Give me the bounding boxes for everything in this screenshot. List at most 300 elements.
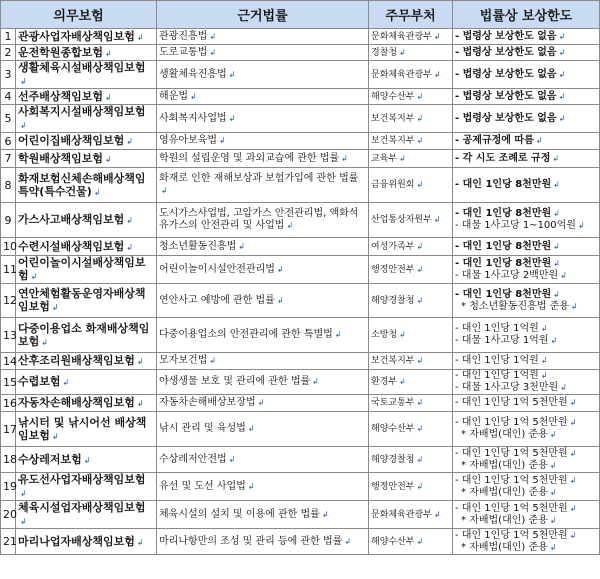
basis-law-text: 학원의 설립운영 및 과외교습에 관한 법률 (159, 152, 340, 164)
return-mark-icon: ↲ (558, 69, 566, 79)
return-mark-icon: ↲ (569, 475, 577, 485)
basis-law-text: 해운법 (159, 90, 188, 102)
return-mark-icon: ↲ (238, 241, 245, 251)
row-number-text: 7 (4, 152, 12, 165)
ministry (369, 447, 453, 473)
basis-law (157, 501, 369, 529)
compensation-line (455, 417, 597, 429)
compensation-line-text: - 대물 1사고당 3천만원 (455, 382, 559, 393)
ministry-text: 문화체육관광부 (371, 31, 432, 42)
insurance-name (16, 89, 157, 105)
insurance-name-text: 사회복지시설배상책임보험 (18, 105, 146, 118)
compensation-line (455, 258, 597, 270)
row-number-text: 10 (3, 240, 17, 253)
compensation-line-text: * 자배법(대인) 준용 (461, 429, 548, 440)
row-number (1, 473, 16, 501)
insurance-name-text: 화재보험신체손해배상책임특약(특수건물) (18, 171, 146, 198)
return-mark-icon: ↲ (433, 31, 441, 41)
compensation-line (455, 208, 597, 220)
insurance-name-text: 어린이집배상책임보험 (18, 134, 125, 147)
return-mark-icon: ↲ (416, 424, 424, 433)
compensation-line (455, 91, 597, 103)
return-mark-icon: ↲ (136, 32, 144, 42)
return-mark-icon: ↲ (549, 430, 557, 439)
return-mark-icon: ↲ (549, 460, 557, 470)
ministry-text: 해양수산부 (371, 91, 415, 102)
ministry (369, 473, 453, 501)
basis-law-text: 생활체육진흥법 (159, 68, 227, 80)
row-number-text: 3 (4, 68, 12, 81)
insurance-name-text: 마리나업자배상책임보험 (18, 534, 135, 548)
insurance-name (16, 370, 157, 395)
insurance-name-text: 자동차손해배상책임보험 (18, 396, 135, 409)
return-mark-icon: ↲ (416, 398, 424, 407)
compensation-line-text: - 대인 1인당 8천만원 (455, 179, 552, 190)
return-mark-icon: ↲ (535, 136, 543, 145)
return-mark-icon: ↲ (161, 186, 168, 195)
basis-law (157, 256, 369, 284)
insurance-name (16, 168, 157, 203)
return-mark-icon: ↲ (416, 295, 424, 305)
ministry-text: 해양경찰청 (371, 295, 415, 306)
return-mark-icon: ↲ (433, 69, 441, 79)
return-mark-icon: ↲ (399, 153, 406, 163)
insurance-name (16, 412, 157, 447)
basis-law (157, 45, 369, 61)
row-number (1, 370, 16, 395)
return-mark-icon: ↲ (558, 47, 566, 57)
row-number (1, 238, 16, 256)
ministry-text: 산업통상자원부 (371, 215, 432, 225)
return-mark-icon: ↲ (553, 209, 560, 218)
ministry (369, 529, 453, 555)
return-mark-icon: ↲ (558, 113, 566, 123)
insurance-name-text: 산후조리원배상책임보험 (18, 354, 135, 367)
compensation-limit (453, 150, 600, 168)
ministry-text: 보건복지부 (371, 113, 415, 124)
return-mark-icon: ↲ (399, 330, 406, 339)
ministry-text: 환경부 (371, 377, 398, 387)
compensation-line-text: - 대인 1인당 1억 5천만원 (455, 529, 568, 541)
compensation-line (455, 31, 597, 43)
basis-law (157, 61, 369, 89)
compensation-line-text: - 대인 1인당 1억 5천만원 (455, 447, 568, 459)
header-ministry: 주무부처 (369, 1, 453, 29)
row-number-text: 21 (3, 535, 17, 548)
insurance-name-text: 체육시설업자배상책임보험 (18, 501, 146, 514)
header-law: 근거법률 (157, 1, 369, 29)
row-number-text: 13 (3, 328, 17, 342)
table-row (1, 168, 600, 203)
return-mark-icon: ↲ (549, 542, 557, 552)
row-number (1, 168, 16, 203)
return-mark-icon: ↲ (126, 137, 133, 146)
compensation-line (455, 382, 597, 394)
basis-law (157, 150, 369, 168)
insurance-name-text: 생활체육시설배상책임보험 (18, 61, 146, 74)
row-number (1, 133, 16, 150)
basis-law (157, 395, 369, 412)
insurance-name-text: 수련시설배상책임보험 (18, 239, 125, 253)
compensation-limit (453, 45, 600, 61)
return-mark-icon: ↲ (276, 295, 284, 305)
return-mark-icon: ↲ (540, 371, 548, 380)
compensation-line (455, 460, 597, 472)
compensation-limit (453, 61, 600, 89)
return-mark-icon: ↲ (136, 537, 144, 547)
return-mark-icon: ↲ (247, 424, 255, 433)
basis-law (157, 529, 369, 555)
insurance-name (16, 105, 157, 133)
return-mark-icon: ↲ (20, 121, 27, 130)
table-row (1, 284, 600, 318)
insurance-name-text: 선주배상책임보험 (18, 89, 104, 103)
return-mark-icon: ↲ (553, 180, 560, 189)
ministry-text: 보건복지부 (371, 356, 415, 366)
insurance-name (16, 501, 157, 529)
basis-law-text: 어린이놀이시설안전관리법 (159, 263, 275, 275)
table-row (1, 395, 600, 412)
ministry-text: 행정안전부 (371, 264, 415, 275)
return-mark-icon: ↲ (416, 481, 424, 491)
compensation-line (455, 475, 597, 487)
ministry (369, 105, 453, 133)
return-mark-icon: ↲ (344, 536, 352, 546)
ministry-text: 문화체육관광부 (371, 509, 432, 520)
row-number-text: 6 (4, 134, 12, 148)
ministry-text: 국토교통부 (371, 398, 415, 408)
row-number (1, 45, 16, 61)
ministry-text: 행정안전부 (371, 481, 415, 492)
compensation-line (455, 503, 597, 515)
ministry (369, 89, 453, 105)
row-number (1, 61, 16, 89)
compensation-line-text: - 대인 1인당 1억원 (455, 323, 539, 334)
table-row (1, 473, 600, 501)
return-mark-icon: ↲ (560, 270, 567, 280)
compensation-limit (453, 133, 600, 150)
compensation-line (455, 542, 597, 554)
return-mark-icon: ↲ (218, 136, 226, 145)
table-row (1, 353, 600, 370)
return-mark-icon: ↲ (558, 31, 566, 41)
ministry-text: 경찰청 (371, 47, 398, 58)
insurance-name-text: 수렵보험 (18, 375, 61, 388)
return-mark-icon: ↲ (553, 289, 560, 299)
basis-law (157, 89, 369, 105)
compensation-line-text: - 법령상 보상한도 없음 (455, 68, 557, 80)
compensation-limit (453, 284, 600, 318)
compensation-line (455, 241, 597, 253)
compensation-limit (453, 447, 600, 473)
return-mark-icon: ↲ (228, 113, 236, 123)
compensation-line-text: - 대인 1인당 8천만원 (455, 240, 552, 252)
ministry (369, 45, 453, 61)
return-mark-icon: ↲ (136, 399, 144, 408)
table-row (1, 45, 600, 61)
table-row (1, 150, 600, 168)
return-mark-icon: ↲ (126, 242, 133, 252)
return-mark-icon: ↲ (228, 69, 236, 79)
row-number (1, 395, 16, 412)
compensation-limit (453, 105, 600, 133)
ministry (369, 133, 453, 150)
insurance-name-text: 낚시터 및 낚시어선 배상책임보험 (18, 415, 147, 442)
basis-law-text: 수상레저안전법 (159, 453, 227, 465)
return-mark-icon: ↲ (51, 431, 59, 441)
basis-law (157, 168, 369, 203)
row-number (1, 412, 16, 447)
row-number-text: 18 (3, 453, 17, 466)
table-row (1, 370, 600, 395)
ministry-text: 소방청 (371, 330, 398, 340)
return-mark-icon: ↲ (105, 92, 112, 102)
return-mark-icon: ↲ (569, 448, 577, 458)
compensation-limit (453, 256, 600, 284)
return-mark-icon: ↲ (433, 509, 441, 519)
table-row (1, 203, 600, 238)
return-mark-icon: ↲ (286, 221, 294, 230)
compensation-line-text: - 대인 1인당 1억원 (455, 355, 539, 366)
compensation-line-text: * 자배법(대인) 준용 (461, 459, 548, 471)
compensation-limit (453, 238, 600, 256)
return-mark-icon: ↲ (399, 47, 406, 57)
table-row (1, 89, 600, 105)
return-mark-icon: ↲ (540, 324, 548, 333)
basis-law (157, 238, 369, 256)
compensation-line (455, 429, 597, 441)
insurance-name-text: 학원배상책임보험 (18, 151, 104, 165)
basis-law (157, 105, 369, 133)
return-mark-icon: ↲ (416, 136, 424, 145)
compensation-line-text: * 자배법(대인) 준용 (461, 514, 548, 526)
row-number-text: 5 (4, 112, 12, 125)
return-mark-icon: ↲ (20, 77, 27, 86)
table-row (1, 133, 600, 150)
header-compensation: 법률상 보상한도 (453, 1, 600, 29)
compensation-line (455, 335, 597, 347)
row-number (1, 89, 16, 105)
row-number-text: 11 (3, 263, 17, 276)
insurance-name (16, 61, 157, 89)
row-number-text: 14 (3, 354, 17, 368)
basis-law-text: 도시가스사업법, 고압가스 안전관리법, 액화석유가스의 안전관리 및 사업법 (159, 208, 359, 231)
ministry (369, 395, 453, 412)
return-mark-icon: ↲ (416, 536, 424, 546)
basis-law (157, 284, 369, 318)
basis-law-text: 관광진흥법 (159, 30, 208, 42)
compensation-line-text: - 대물 1사고당 1억원 (455, 335, 549, 346)
return-mark-icon: ↲ (312, 377, 319, 386)
basis-law (157, 412, 369, 447)
basis-law-text: 도로교통법 (159, 46, 208, 58)
return-mark-icon: ↲ (30, 272, 38, 281)
compensation-line-text: - 각 시도 조례로 규정 (455, 152, 551, 164)
compensation-line-text: - 대인 1인당 8천만원 (455, 208, 552, 219)
compensation-line (455, 220, 597, 232)
ministry (369, 256, 453, 284)
basis-law-text: 청소년활동진흥법 (159, 240, 237, 252)
ministry (369, 29, 453, 45)
row-number-text: 12 (3, 294, 17, 307)
return-mark-icon: ↲ (105, 48, 112, 58)
table-body (1, 29, 600, 555)
insurance-name (16, 133, 157, 150)
row-number (1, 29, 16, 45)
insurance-name (16, 395, 157, 412)
basis-law-text: 유선 및 도선 사업법 (159, 480, 246, 492)
return-mark-icon: ↲ (569, 398, 577, 407)
return-mark-icon: ↲ (416, 180, 424, 189)
row-number (1, 256, 16, 284)
row-number-text: 15 (3, 375, 17, 389)
basis-law-text: 연안사고 예방에 관한 법률 (159, 294, 275, 306)
return-mark-icon: ↲ (334, 330, 342, 339)
row-number (1, 150, 16, 168)
row-number-text: 17 (3, 422, 17, 436)
insurance-name (16, 203, 157, 238)
insurance-name (16, 150, 157, 168)
basis-law (157, 318, 369, 353)
return-mark-icon: ↲ (247, 481, 255, 491)
table-row (1, 105, 600, 133)
return-mark-icon: ↲ (209, 47, 217, 57)
compensation-limit (453, 412, 600, 447)
ministry-text: 보건복지부 (371, 136, 415, 146)
ministry-text: 교육부 (371, 153, 398, 164)
row-number-text: 19 (3, 480, 17, 493)
compensation-limit (453, 203, 600, 238)
return-mark-icon: ↲ (416, 454, 424, 464)
row-number (1, 318, 16, 353)
basis-law-text: 야생생물 보호 및 관리에 관한 법률 (159, 376, 311, 387)
ministry (369, 203, 453, 238)
row-number-text: 4 (4, 90, 12, 103)
return-mark-icon: ↲ (399, 377, 406, 386)
basis-law-text: 화재로 인한 재해보상과 보험가입에 관한 법률 (159, 173, 359, 184)
insurance-name (16, 238, 157, 256)
ministry (369, 501, 453, 529)
compensation-limit (453, 473, 600, 501)
basis-law (157, 203, 369, 238)
basis-law-text: 낚시 관리 및 육성법 (159, 423, 246, 434)
row-number-text: 16 (3, 396, 17, 410)
insurance-name (16, 256, 157, 284)
table-row (1, 318, 600, 353)
compensation-line (455, 135, 597, 147)
return-mark-icon: ↲ (209, 31, 217, 41)
compensation-limit (453, 370, 600, 395)
ministry (369, 168, 453, 203)
compensation-line-text: - 법령상 보상한도 없음 (455, 90, 557, 102)
row-number-text: 9 (4, 213, 12, 227)
return-mark-icon: ↲ (577, 221, 585, 230)
row-number (1, 529, 16, 555)
table-row (1, 61, 600, 89)
compensation-line-text: - 법령상 보상한도 없음 (455, 30, 557, 42)
insurance-name (16, 529, 157, 555)
compensation-line (455, 69, 597, 81)
return-mark-icon: ↲ (553, 241, 560, 251)
insurance-name-text: 어린이놀이시설배상책임보험 (18, 256, 146, 282)
ministry (369, 318, 453, 353)
row-number-text: 20 (3, 508, 17, 521)
return-mark-icon: ↲ (560, 383, 567, 392)
insurance-name (16, 29, 157, 45)
compensation-line (455, 301, 597, 313)
row-number (1, 501, 16, 529)
return-mark-icon: ↲ (51, 303, 59, 312)
ministry-text: 해양경찰청 (371, 454, 415, 465)
basis-law (157, 29, 369, 45)
insurance-name-text: 연안체험활동운영자배상책임보험 (18, 287, 146, 313)
compensation-line-text: - 대인 1인당 1억 5천만원 (455, 417, 568, 428)
return-mark-icon: ↲ (569, 530, 577, 540)
return-mark-icon: ↲ (550, 336, 558, 345)
insurance-name-text: 운전학원종합보험 (18, 45, 104, 59)
ministry (369, 412, 453, 447)
return-mark-icon: ↲ (416, 113, 424, 123)
compensation-line-text: - 대인 1인당 1억 5천만원 (455, 502, 568, 514)
return-mark-icon: ↲ (20, 489, 27, 498)
compensation-limit (453, 168, 600, 203)
insurance-name (16, 353, 157, 370)
return-mark-icon: ↲ (257, 398, 265, 407)
ministry (369, 284, 453, 318)
compensation-limit (453, 29, 600, 45)
basis-law-text: 다중이용업소의 안전관리에 관한 특별법 (159, 329, 333, 340)
return-mark-icon: ↲ (549, 487, 557, 497)
compensation-limit (453, 353, 600, 370)
compensation-line (455, 113, 597, 125)
return-mark-icon: ↲ (209, 356, 217, 365)
compensation-line-text: - 대인 1인당 1억 5천만원 (455, 474, 568, 486)
basis-law (157, 353, 369, 370)
return-mark-icon: ↲ (416, 356, 424, 365)
return-mark-icon: ↲ (549, 515, 557, 525)
return-mark-icon: ↲ (416, 241, 424, 251)
insurance-name-text: 유도선사업자배상책임보험 (18, 473, 146, 486)
ministry-text: 여성가족부 (371, 241, 415, 252)
table-row (1, 529, 600, 555)
compensation-line-text: - 법령상 보상한도 없음 (455, 112, 557, 124)
return-mark-icon: ↲ (553, 258, 560, 268)
return-mark-icon: ↲ (558, 91, 566, 101)
ministry (369, 353, 453, 370)
compensation-line (455, 289, 597, 301)
compensation-line-text: * 청소년활동진흥법 준용 (461, 300, 569, 312)
row-number (1, 105, 16, 133)
basis-law-text: 마리나항만의 조성 및 관리 등에 관한 법률 (159, 535, 343, 547)
compensation-line (455, 530, 597, 542)
table-row (1, 501, 600, 529)
return-mark-icon: ↲ (83, 455, 91, 465)
basis-law (157, 447, 369, 473)
row-number (1, 447, 16, 473)
return-mark-icon: ↲ (552, 153, 560, 163)
compensation-limit (453, 395, 600, 412)
basis-law-text: 체육시설의 설치 및 이용에 관한 법률 (159, 508, 320, 520)
return-mark-icon: ↲ (569, 418, 577, 427)
compensation-line-text: * 자배법(대인) 준용 (461, 486, 548, 498)
ministry-text: 금융위원회 (371, 180, 415, 190)
return-mark-icon: ↲ (540, 356, 548, 365)
compensation-line (455, 270, 597, 282)
ministry (369, 238, 453, 256)
row-number (1, 203, 16, 238)
ministry (369, 150, 453, 168)
row-number-text: 2 (4, 46, 12, 59)
